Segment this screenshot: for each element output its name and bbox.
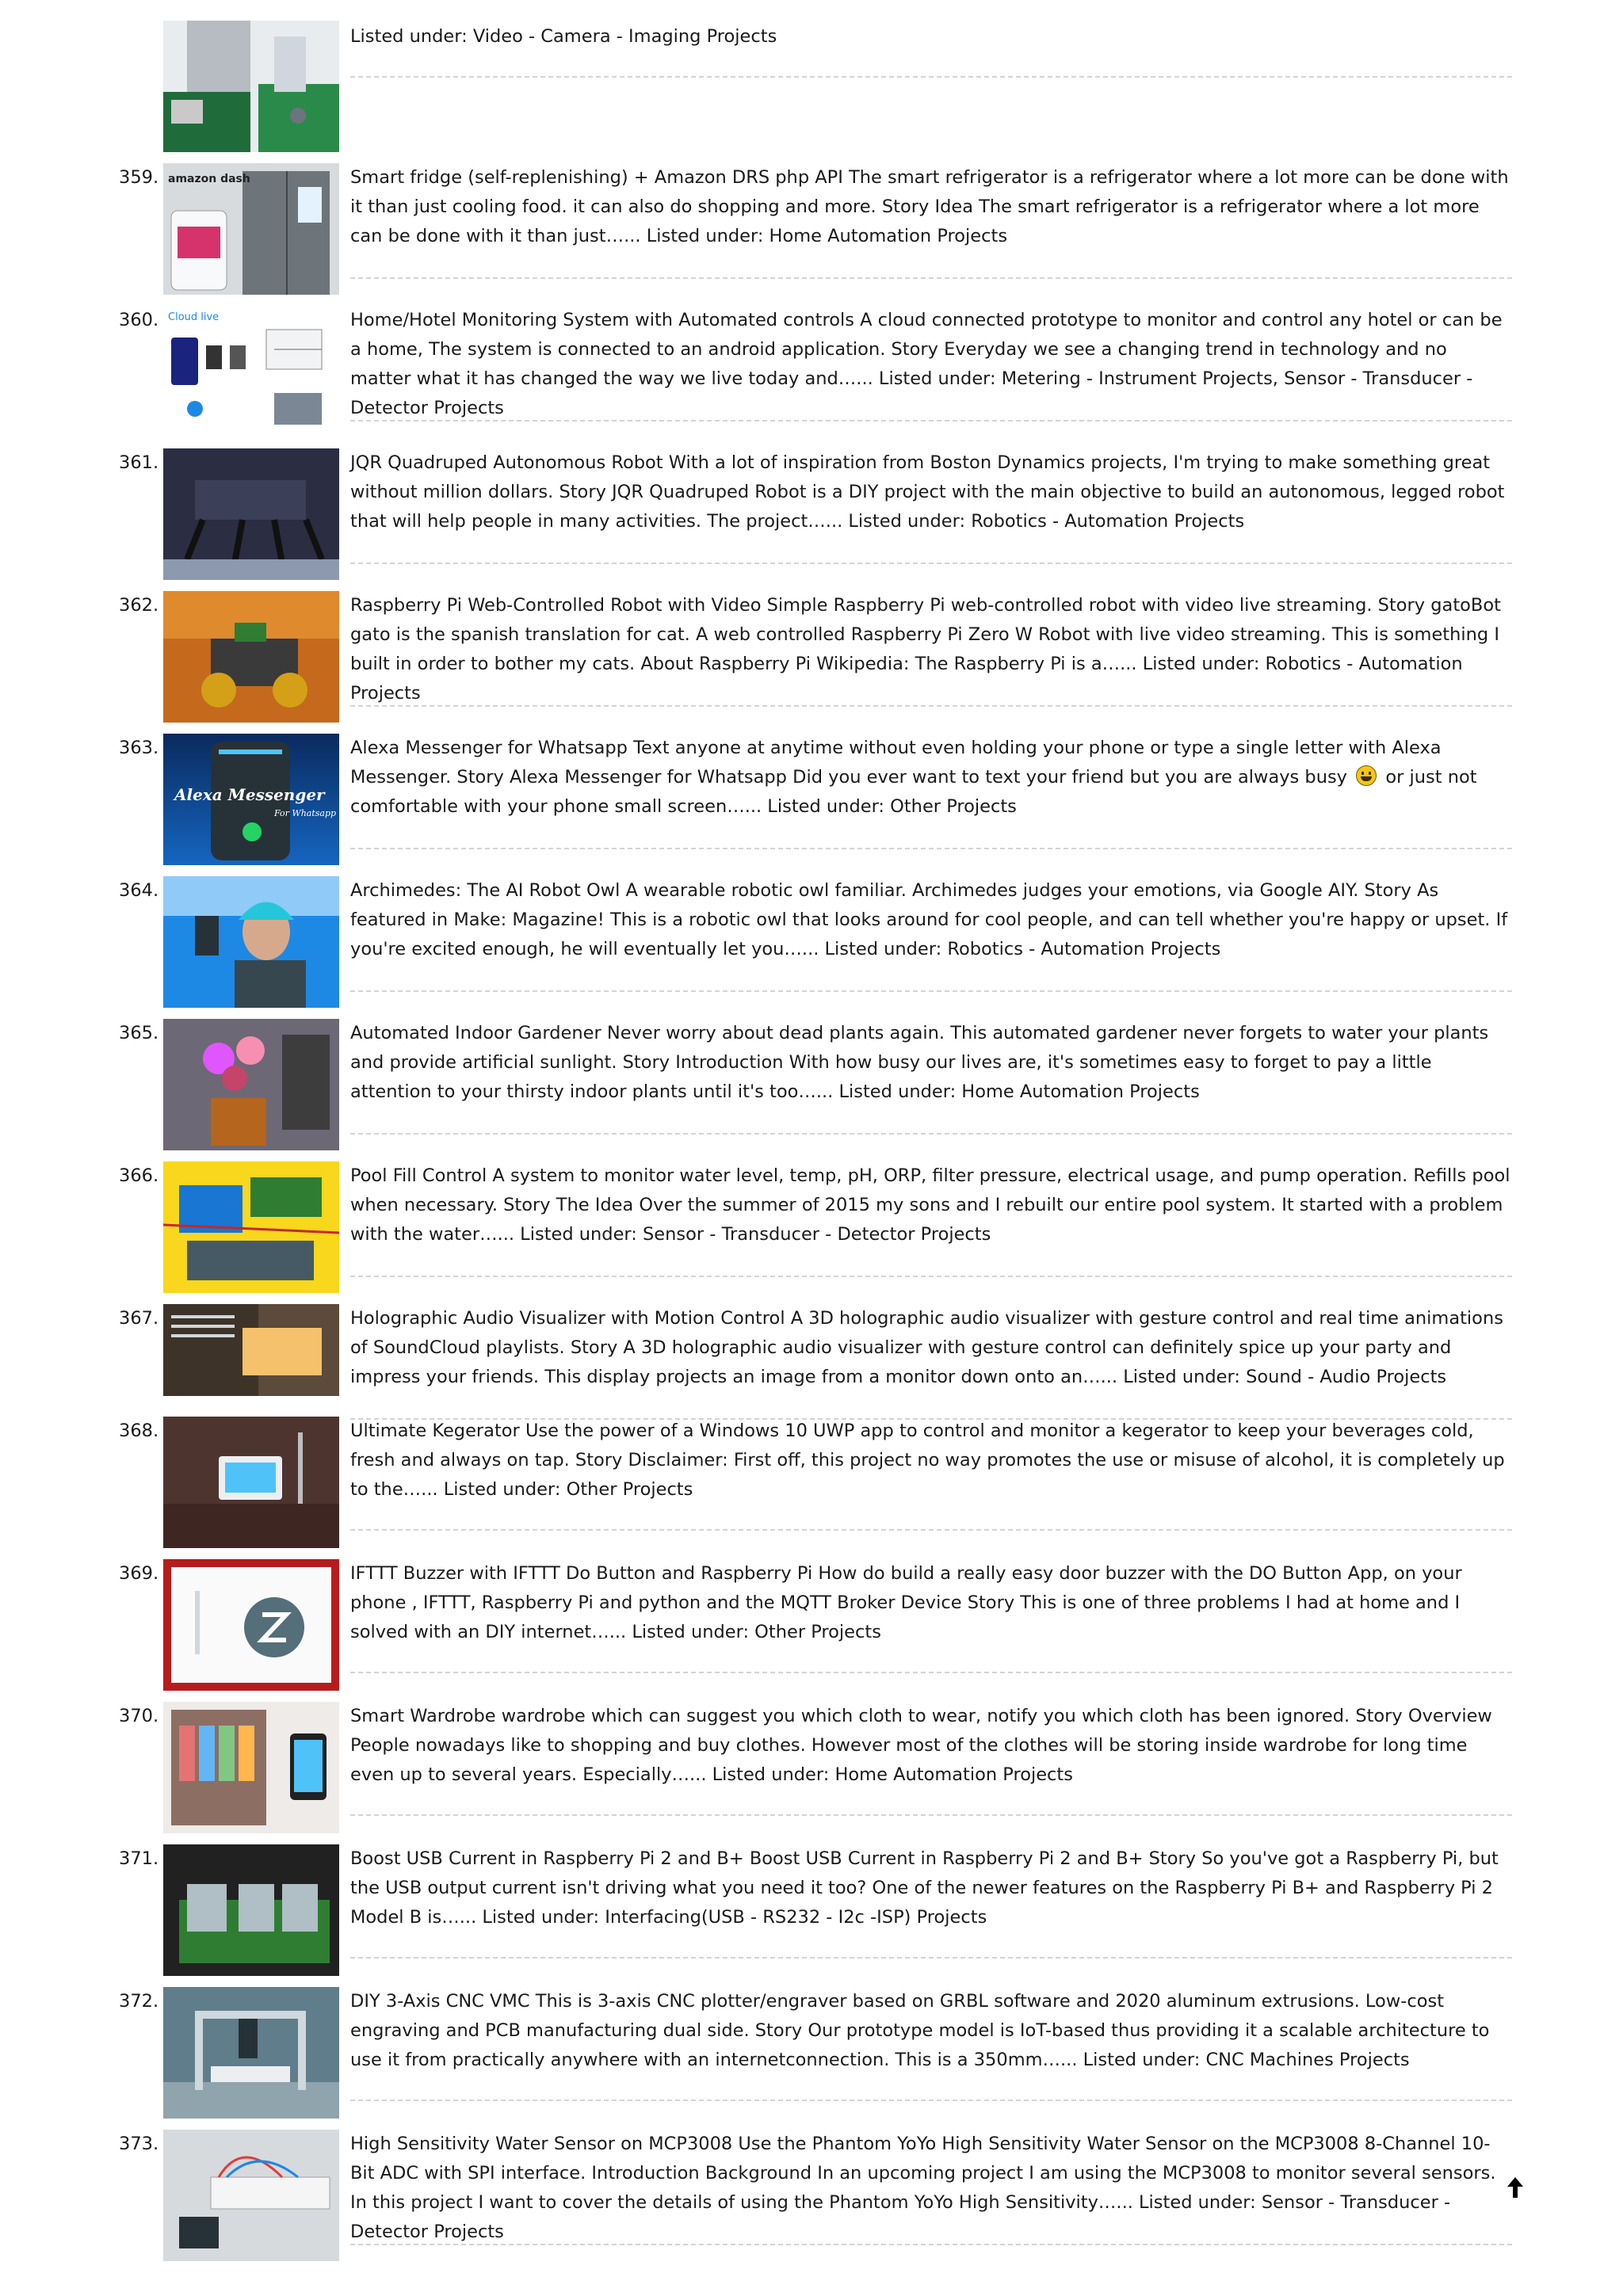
item-separator [350,1276,1512,1277]
item-description[interactable]: Boost USB Current in Raspberry Pi 2 and B+ Boost USB Current in Raspberry Pi 2 and B+ Story So you've got a Raspberry Pi, but the USB output current isn't driving what you need it too? One of the newer features on the Raspberry Pi B+ and Raspberry Pi 2 Model B is…... Listed under: Interfacing(USB - RS232 - I2c -ISP) Projects [350,1848,1499,1928]
item-description[interactable]: High Sensitivity Water Sensor on MCP3008 Use the Phantom YoYo High Sensitivity Water Sensor on the MCP3008 8-Channel 10-Bit ADC with SPI interface. Introduction Background In an upcoming project I am using the MCP3008 to monitor several sensors. In this project I want to cover the details of using the Phantom YoYo High Sensitivity…... Listed under: Sensor - Transducer - Detector Projects [350,2134,1496,2242]
item-number: 363. [119,738,159,758]
grinning-face-icon [1356,765,1377,786]
item-description[interactable]: Raspberry Pi Web-Controlled Robot with Video Simple Raspberry Pi web-controlled robot with video live streaming. Story gatoBot gato is the spanish translation for cat. A web controlled Raspberry Pi Zero W Robot with live video streaming. This is something I built in order to bother my cats. About Raspberry Pi Wikipedia: The Raspberry Pi is a…... Listed under: Robotics - Automation Projects [350,595,1501,704]
item-separator [350,2244,1512,2245]
item-separator [350,1529,1512,1531]
thumbnail-indoor-gardener[interactable] [163,1019,339,1150]
item-number: 364. [119,880,159,901]
alexa-logo-text: Alexa Messenger [174,785,325,804]
item-separator [350,563,1512,564]
item-number: 365. [119,1023,159,1043]
fridge-brand-text: amazon dash [168,173,250,185]
thumbnail-cnc-plotter[interactable] [163,1987,339,2119]
thumbnail-gatobot[interactable] [163,591,339,723]
item-number: 370. [119,1706,159,1726]
thumbnail-pool-control[interactable] [163,1161,339,1293]
item-separator [350,2100,1512,2101]
item-description[interactable]: Archimedes: The AI Robot Owl A wearable robotic owl familiar. Archimedes judges your emotions, via Google AIY. Story As featured in Make: Magazine! This is a robotic owl that looks around for cool people, and can tell whether you're happy or upset. If you're excited enough, he will eventually let you…... Listed under: Robotics - Automation Projects [350,880,1508,959]
item-description[interactable]: IFTTT Buzzer with IFTTT Do Button and Raspberry Pi How do build a really easy door buzzer with the DO Button App, on your phone , IFTTT, Raspberry Pi and python and the MQTT Broker Device Story This is one of three problems I had at home and I solved with an DIY internet…... Listed under: Other Projects [350,1563,1462,1642]
thumbnail-alexa-messenger[interactable] [163,734,339,865]
thumbnail-quadruped-robot[interactable] [163,448,339,580]
item-separator [350,277,1512,279]
item-description[interactable]: Smart fridge (self-replenishing) + Amazon DRS php API The smart refrigerator is a refrigerator where a lot more can be done with it than just cooling food. it can also do shopping and more. Story Idea The smart refrigerator is a refrigerator where a lot more can be done with it than just…... Listed under: Home Automation Projects [350,167,1509,246]
item-separator [350,420,1512,421]
thumbnail-water-sensor[interactable] [163,2130,339,2261]
item-description[interactable]: Home/Hotel Monitoring System with Automated controls A cloud connected prototype to monitor and control any hotel or can be a home, The system is connected to an android application. Story Everyday we see a changing trend in technology and no matter what it has changed the way we live today and…... Listed under: Metering - Instrument Projects, Sensor - Transducer - Detector Projects [350,310,1503,418]
cloud-brand-text: Cloud live [168,311,220,323]
item-number: 361. [119,452,159,473]
thumbnail-smart-fridge[interactable] [163,163,339,295]
item-description[interactable]: Automated Indoor Gardener Never worry about dead plants again. This automated gardener never forgets to water your plants and provide artificial sunlight. Story Introduction With how busy our lives are, it's sometimes easy to forget to pay a little attention to your thirsty indoor plants until it's too…... Listed under: Home Automation Projects [350,1023,1489,1102]
thumbnail-ifttt-buzzer[interactable] [163,1559,339,1691]
arrow-up-icon [1506,2176,1525,2199]
item-separator [350,76,1512,78]
item-number: 362. [119,595,159,616]
item-description[interactable]: DIY 3-Axis CNC VMC This is 3-axis CNC plotter/engraver based on GRBL software and 2020 aluminum extrusions. Low-cost engraving and PCB manufacturing dual side. Story Our prototype model is IoT-based thus providing it a scalable architecture to use it from practically anywhere with an internetconnection. This is a 350mm…... Listed under: CNC Machines Projects [350,1991,1490,2070]
item-separator [350,848,1512,849]
text-before-emoji: Alexa Messenger for Whatsapp Text anyone at anytime without even holding your phone or type a single letter with Alexa Messenger. Story Alexa Messenger for Whatsapp Did you ever want to text your friend but you are always busy [350,738,1442,788]
item-number: 360. [119,310,159,330]
thumbnail-monitoring-diagram[interactable] [163,306,339,437]
item-number: 368. [119,1421,159,1441]
item-description[interactable]: Ultimate Kegerator Use the power of a Windows 10 UWP app to control and monitor a kegerator to keep your beverages cold, fresh and always on tap. Story Disclaimer: First off, this project no way promotes the use or misuse of alcohol, it is completely up to the…... Listed under: Other Projects [350,1421,1505,1500]
thumbnail-kegerator[interactable] [163,1417,339,1548]
item-separator [350,1957,1512,1958]
text-after-emoji: or just not comfortable with your phone small screen…... Listed under: Other Projects [350,767,1477,817]
item-description[interactable]: Holographic Audio Visualizer with Motion Control A 3D holographic audio visualizer with gesture control and real time animations of SoundCloud playlists. Story A 3D holographic audio visualizer with gesture control can definitely spice up your party and impress your friends. This display projects an image from a monitor down onto an…... Listed under: Sound - Audio Projects [350,1308,1503,1387]
item-number: 367. [119,1308,159,1329]
item-description[interactable]: Listed under: Video - Camera - Imaging Projects [350,26,777,47]
thumbnail-smart-wardrobe[interactable] [163,1702,339,1833]
thumbnail-raspberry-pi-usb[interactable] [163,1844,339,1976]
back-to-top-button[interactable] [1504,2176,1526,2204]
item-number: 372. [119,1991,159,2012]
item-description[interactable]: JQR Quadruped Autonomous Robot With a lot of inspiration from Boston Dynamics projects, I'm trying to make something great without million dollars. Story JQR Quadruped Robot is a DIY project with the main objective to build an autonomous, legged robot that will help people in many activities. The project…... Listed under: Robotics - Automation Projects [350,452,1505,532]
item-separator [350,1672,1512,1673]
item-description[interactable]: Pool Fill Control A system to monitor water level, temp, pH, ORP, filter pressure, electrical usage, and pump operation. Refills pool when necessary. Story The Idea Over the summer of 2015 my sons and I rebuilt our entire pool system. It started with a problem with the water…... Listed under: Sensor - Transducer - Detector Projects [350,1165,1510,1245]
thumbnail-raspi-camera[interactable] [163,21,339,152]
item-number: 369. [119,1563,159,1584]
item-description[interactable]: Smart Wardrobe wardrobe which can suggest you which cloth to wear, notify you which cloth has been ignored. Story Overview People nowadays like to shopping and buy clothes. However most of the clothes will be storing inside wardrobe for long time even up to several years. Especially…... Listed under: Home Automation Projects [350,1706,1492,1785]
thumbnail-robot-owl[interactable] [163,876,339,1008]
item-separator [350,1814,1512,1816]
item-number: 371. [119,1848,159,1869]
thumbnail-holographic-visualizer[interactable] [163,1304,339,1396]
item-number: 359. [119,167,159,188]
alexa-logo-sub: For Whatsapp [274,808,337,818]
item-description[interactable] [350,734,1512,822]
item-number: 373. [119,2134,159,2154]
item-separator [350,705,1512,707]
item-number: 366. [119,1165,159,1186]
item-separator [350,1133,1512,1135]
item-separator [350,990,1512,992]
